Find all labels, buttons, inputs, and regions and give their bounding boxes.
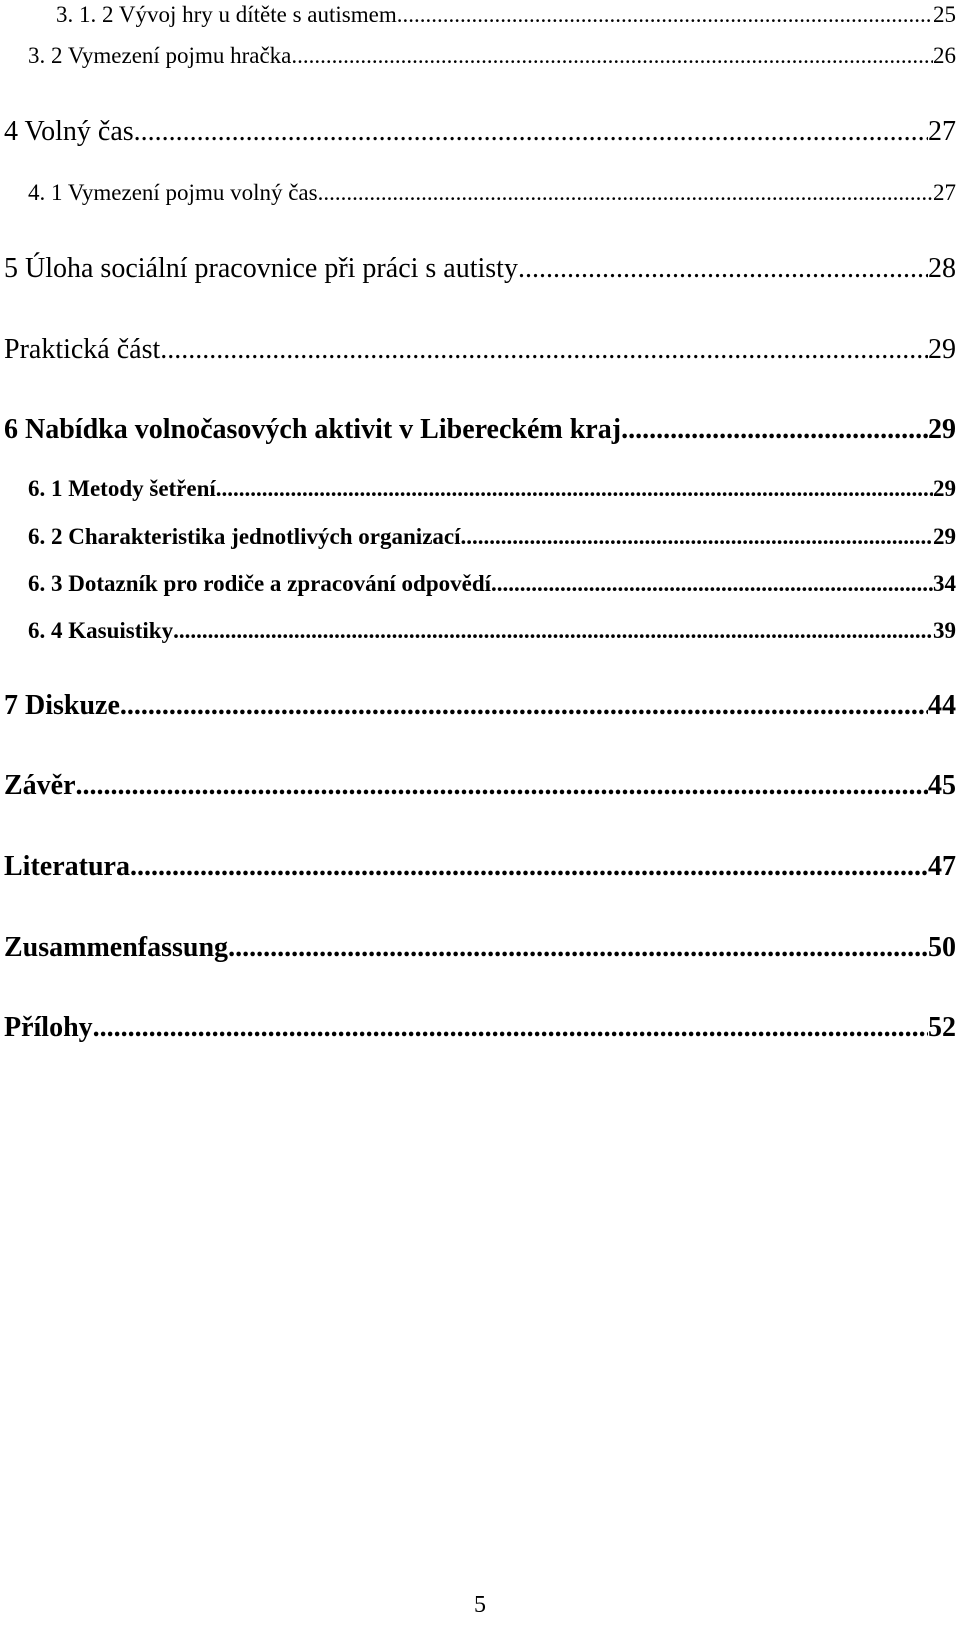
toc-entry bbox=[0, 690, 960, 722]
toc-entry-title: 6. 1 Metody šetření bbox=[28, 476, 216, 501]
toc-entry-title: 4. 1 Vymezení pojmu volný čas bbox=[28, 180, 318, 205]
toc-entry-title: Závěr bbox=[4, 770, 76, 801]
toc-entry-page: 50 bbox=[928, 932, 956, 963]
toc-entry-page: 25 bbox=[933, 2, 956, 27]
toc-entry-page: 29 bbox=[933, 524, 956, 549]
toc-entry-page: 39 bbox=[933, 618, 956, 643]
toc-leader-dots bbox=[130, 851, 928, 883]
toc-entry bbox=[0, 116, 960, 148]
toc-leader-dots bbox=[291, 43, 933, 69]
toc-entry-title: Zusammenfassung bbox=[4, 932, 229, 963]
toc-entry bbox=[0, 180, 960, 206]
toc-entry-page: 27 bbox=[928, 116, 956, 147]
toc-leader-dots bbox=[461, 524, 934, 550]
page-number: 5 bbox=[474, 1592, 486, 1618]
toc-entry-title: 6. 2 Charakteristika jednotlivých organizací bbox=[28, 524, 461, 549]
toc-leader-dots bbox=[93, 1012, 928, 1044]
toc-entry-title: 7 Diskuze bbox=[4, 690, 120, 721]
toc-entry-title: 5 Úloha sociální pracovnice při práci s autisty bbox=[4, 253, 518, 284]
toc-leader-dots bbox=[397, 2, 933, 28]
toc-leader-dots bbox=[318, 180, 933, 206]
toc-entry-page: 26 bbox=[933, 43, 956, 68]
toc-entry-page: 52 bbox=[928, 1012, 956, 1043]
toc-entry-page: 45 bbox=[928, 770, 956, 801]
toc-entry-page: 44 bbox=[928, 690, 956, 721]
toc-entry bbox=[0, 571, 960, 597]
toc-entry-title: Přílohy bbox=[4, 1012, 93, 1043]
toc-entry-page: 27 bbox=[933, 180, 956, 205]
toc-leader-dots bbox=[120, 690, 928, 722]
toc-leader-dots bbox=[76, 770, 928, 802]
toc-entry-page: 29 bbox=[928, 414, 956, 445]
toc-entry bbox=[0, 851, 960, 883]
toc-entry-title: Literatura bbox=[4, 851, 130, 882]
toc-leader-dots bbox=[621, 414, 928, 446]
toc-entry bbox=[0, 2, 960, 28]
toc-leader-dots bbox=[228, 932, 928, 964]
toc-leader-dots bbox=[134, 116, 928, 148]
toc-leader-dots bbox=[491, 571, 933, 597]
toc-entry-title: 3. 2 Vymezení pojmu hračka bbox=[28, 43, 292, 68]
toc-entry-page: 34 bbox=[933, 571, 956, 596]
toc-entry bbox=[0, 43, 960, 69]
toc-entry bbox=[0, 414, 960, 446]
toc-entry-title: 3. 1. 2 Vývoj hry u dítěte s autismem bbox=[56, 2, 397, 27]
toc-entry-page: 29 bbox=[928, 334, 956, 365]
toc-entry bbox=[0, 932, 960, 964]
toc-entry-title: 6. 4 Kasuistiky bbox=[28, 618, 174, 643]
toc-entry-page: 29 bbox=[933, 476, 956, 501]
toc-entry-page: 47 bbox=[928, 851, 956, 882]
toc-entry bbox=[0, 476, 960, 502]
toc-entry bbox=[0, 334, 960, 366]
toc-entry-title: 4 Volný čas bbox=[4, 116, 134, 147]
toc-entry-title: Praktická část bbox=[4, 334, 161, 365]
toc-entry-title: 6 Nabídka volnočasových aktivit v Libereckém kraj bbox=[4, 414, 622, 445]
toc-entry bbox=[0, 1012, 960, 1044]
toc-entry bbox=[0, 618, 960, 644]
toc-entry bbox=[0, 524, 960, 550]
toc-entry bbox=[0, 253, 960, 285]
toc-entry-title: 6. 3 Dotazník pro rodiče a zpracování odpovědí bbox=[28, 571, 491, 596]
toc-leader-dots bbox=[160, 334, 928, 366]
toc-leader-dots bbox=[518, 253, 928, 285]
toc-leader-dots bbox=[216, 476, 933, 502]
toc-entry-page: 28 bbox=[928, 253, 956, 284]
toc-entry bbox=[0, 770, 960, 802]
toc-leader-dots bbox=[173, 618, 933, 644]
